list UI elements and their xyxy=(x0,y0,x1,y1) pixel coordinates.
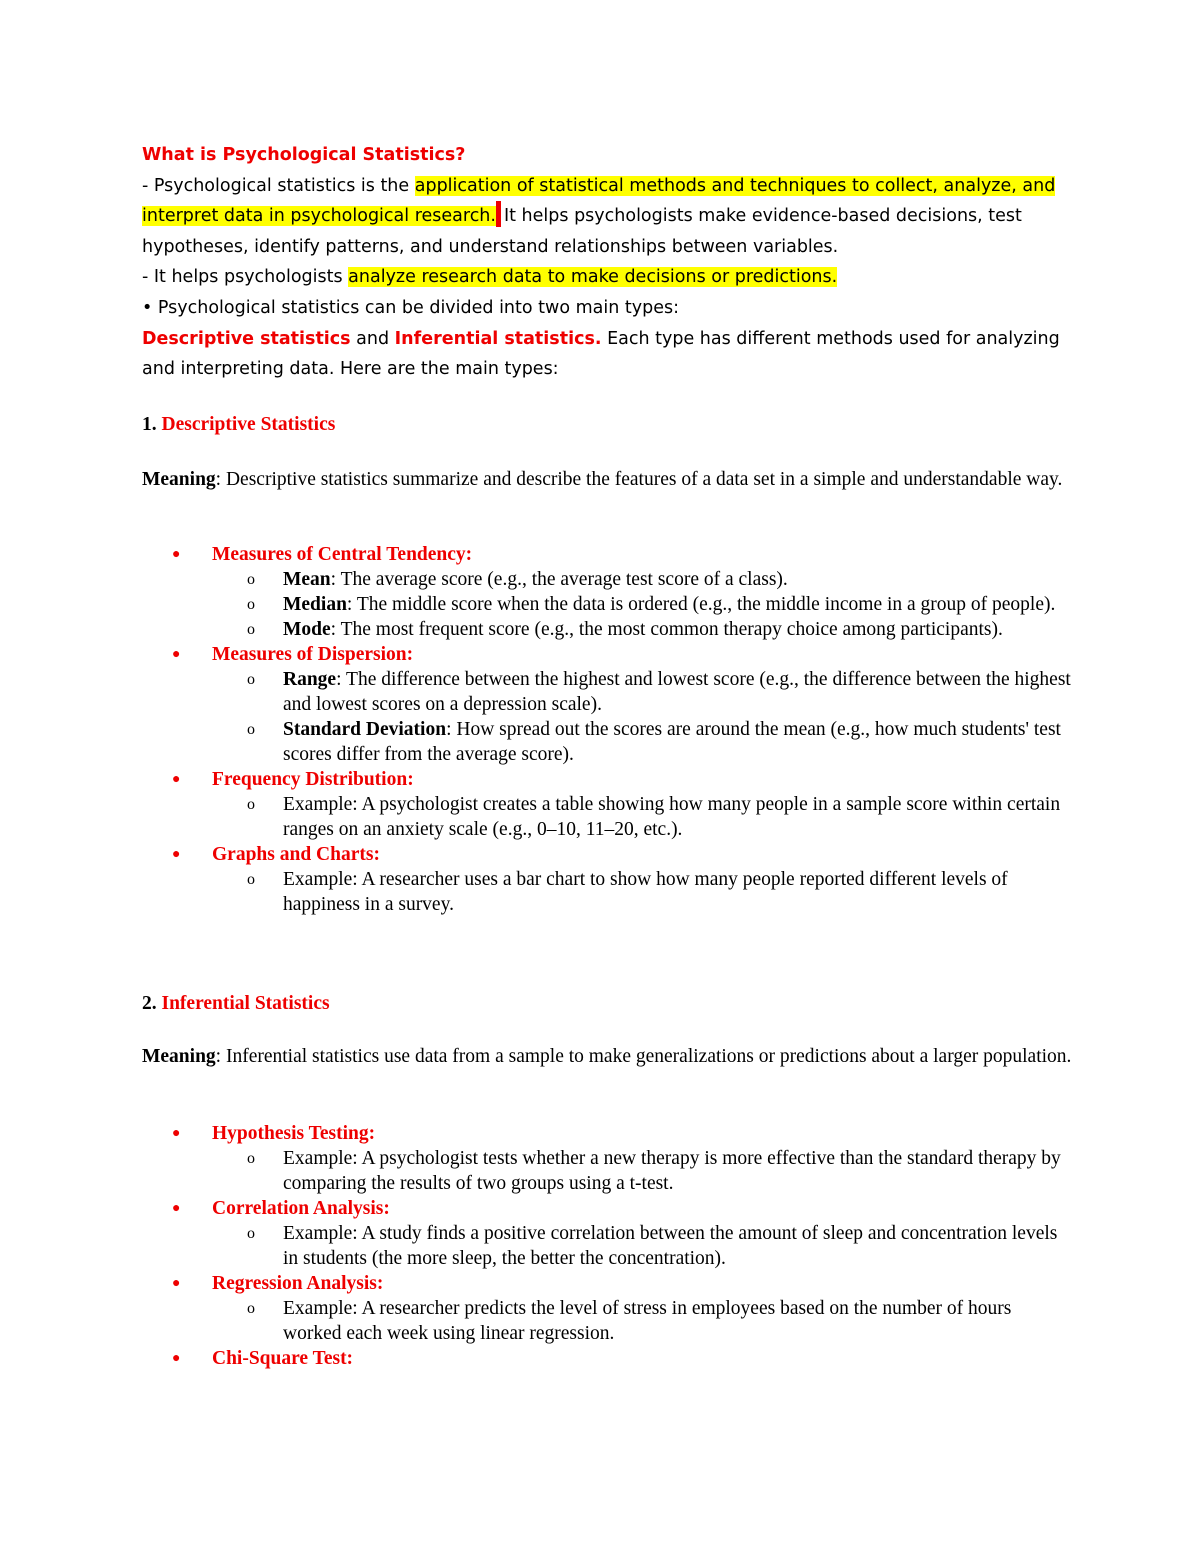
intro-paragraph-2 xyxy=(142,262,1072,293)
section-2-meaning-label: Meaning xyxy=(142,1046,216,1067)
topic-label: Measures of Central Tendency: xyxy=(212,544,473,565)
section-1-heading-block xyxy=(142,412,1072,437)
sub-item-text: : The most frequent score (e.g., the most common therapy choice among participants). xyxy=(330,619,1003,640)
section-1-number: 1. xyxy=(142,414,157,435)
sub-item xyxy=(0,592,1073,617)
sub-item xyxy=(0,667,1073,717)
sub-item xyxy=(0,792,1073,842)
bullet-icon: ● xyxy=(172,1276,181,1291)
sub-bullet-icon: o xyxy=(247,796,255,813)
topic-item xyxy=(0,542,1200,567)
section-1-meaning-paragraph xyxy=(142,467,1072,492)
section-1-meaning-text: : Descriptive statistics summarize and describe the features of a data set in a simple and understandable way. xyxy=(215,469,1063,490)
intro-p4-rest: Each type has different methods used for analyzing and interpreting data. Here are the main types: xyxy=(142,328,1060,380)
sub-item-term: Mean xyxy=(283,569,331,590)
sub-bullet-icon: o xyxy=(247,621,255,638)
sub-bullet-icon: o xyxy=(247,596,255,613)
sub-bullet-icon: o xyxy=(247,1225,255,1242)
intro-p1-highlight: application of statistical methods and techniques to collect, analyze, and interpret data in psychological research. xyxy=(142,175,1056,227)
sub-item xyxy=(0,1296,1073,1346)
sub-item-text: Example: A researcher predicts the level of stress in employees based on the number of hours worked each week using linear regression. xyxy=(283,1298,1012,1344)
sub-item-term: Median xyxy=(283,594,347,615)
sub-item-text: Example: A psychologist tests whether a new therapy is more effective than the standard therapy by comparing the results of two groups using a t-test. xyxy=(283,1148,1061,1194)
bullet-icon: ● xyxy=(172,547,181,562)
sub-item-text: Example: A researcher uses a bar chart to show how many people reported different levels of happiness in a survey. xyxy=(283,869,1008,915)
section-1-meaning-label: Meaning xyxy=(142,469,216,490)
intro-term-inferential: Inferential statistics. xyxy=(394,328,602,349)
intro-title: What is Psychological Statistics? xyxy=(142,145,466,165)
sub-bullet-icon: o xyxy=(247,871,255,888)
topic-label: Chi-Square Test: xyxy=(212,1348,354,1369)
intro-term-descriptive: Descriptive statistics xyxy=(142,328,351,349)
sub-item-text: Example: A study finds a positive correlation between the amount of sleep and concentration levels in students (the more sleep, the better the concentration). xyxy=(283,1223,1058,1269)
section-2-meaning-text: : Inferential statistics use data from a sample to make generalizations or predictions about a larger population. xyxy=(215,1046,1072,1067)
section-2-topic-list xyxy=(0,1121,1200,1371)
bullet-icon: ● xyxy=(172,1351,181,1366)
topic-item xyxy=(0,642,1200,667)
topic-item xyxy=(0,1271,1200,1296)
section-2-meaning-paragraph xyxy=(142,1044,1072,1069)
section-1-meaning xyxy=(142,467,1072,492)
sub-bullet-icon: o xyxy=(247,671,255,688)
intro-p4-and: and xyxy=(350,328,395,349)
bullet-icon: ● xyxy=(172,847,181,862)
intro-p1-prefix: - Psychological statistics is the xyxy=(142,175,415,196)
section-1-title: Descriptive Statistics xyxy=(161,414,336,435)
topic-item xyxy=(0,1121,1200,1146)
text-cursor-marker xyxy=(496,201,501,227)
topic-label: Graphs and Charts: xyxy=(212,844,380,865)
section-2-heading-block xyxy=(142,991,1072,1016)
sub-item-term: Mode xyxy=(283,619,331,640)
sub-item-term: Standard Deviation xyxy=(283,719,447,740)
bullet-icon: ● xyxy=(172,1126,181,1141)
topic-label: Frequency Distribution: xyxy=(212,769,414,790)
sub-item xyxy=(0,1146,1073,1196)
section-2-heading xyxy=(142,991,1072,1016)
sub-item-text: : How spread out the scores are around the mean (e.g., how much students' test scores differ from the average score). xyxy=(283,719,1061,765)
topic-item xyxy=(0,1196,1200,1221)
intro-paragraph-3: • Psychological statistics can be divided into two main types: xyxy=(142,297,679,318)
intro-p2-highlight: analyze research data to make decisions or predictions. xyxy=(348,267,838,288)
sub-item xyxy=(0,867,1073,917)
intro-paragraph-4 xyxy=(142,324,1072,385)
sub-bullet-icon: o xyxy=(247,721,255,738)
section-2-title: Inferential Statistics xyxy=(161,993,330,1014)
sub-item xyxy=(0,617,1073,642)
bullet-icon: ● xyxy=(172,647,181,662)
topic-label: Measures of Dispersion: xyxy=(212,644,414,665)
sub-item xyxy=(0,1221,1073,1271)
topic-label: Hypothesis Testing: xyxy=(212,1123,376,1144)
sub-item-text: : The difference between the highest and lowest score (e.g., the difference between the highest and lowest scores on a depression scale). xyxy=(283,669,1071,715)
topic-label: Regression Analysis: xyxy=(212,1273,384,1294)
sub-bullet-icon: o xyxy=(247,571,255,588)
sub-bullet-icon: o xyxy=(247,1150,255,1167)
sub-item-text: Example: A psychologist creates a table showing how many people in a sample score within certain ranges on an anxiety scale (e.g., 0–10, 11–20, etc.). xyxy=(283,794,1061,840)
intro-p1-rest: It helps psychologists make evidence-based decisions, test hypotheses, identify patterns, and understand relationships between variables. xyxy=(142,206,1022,257)
topic-item xyxy=(0,1346,1200,1371)
bullet-icon: ● xyxy=(172,1201,181,1216)
section-1-topic-list xyxy=(0,542,1200,917)
section-1-heading xyxy=(142,412,1072,437)
sub-item xyxy=(0,717,1073,767)
intro-p2-prefix: - It helps psychologists xyxy=(142,267,349,288)
sub-item-text: : The middle score when the data is ordered (e.g., the middle income in a group of people). xyxy=(346,594,1056,615)
sub-item-term: Range xyxy=(283,669,337,690)
topic-item xyxy=(0,842,1200,867)
sub-bullet-icon: o xyxy=(247,1300,255,1317)
bullet-icon: ● xyxy=(172,772,181,787)
sub-item xyxy=(0,567,1073,592)
section-2-number: 2. xyxy=(142,993,157,1014)
sub-item-text: : The average score (e.g., the average test score of a class). xyxy=(330,569,788,590)
intro-paragraph-1 xyxy=(142,171,1072,263)
topic-label: Correlation Analysis: xyxy=(212,1198,390,1219)
intro-section xyxy=(142,140,1072,385)
topic-item xyxy=(0,767,1200,792)
section-2-meaning xyxy=(142,1044,1072,1069)
